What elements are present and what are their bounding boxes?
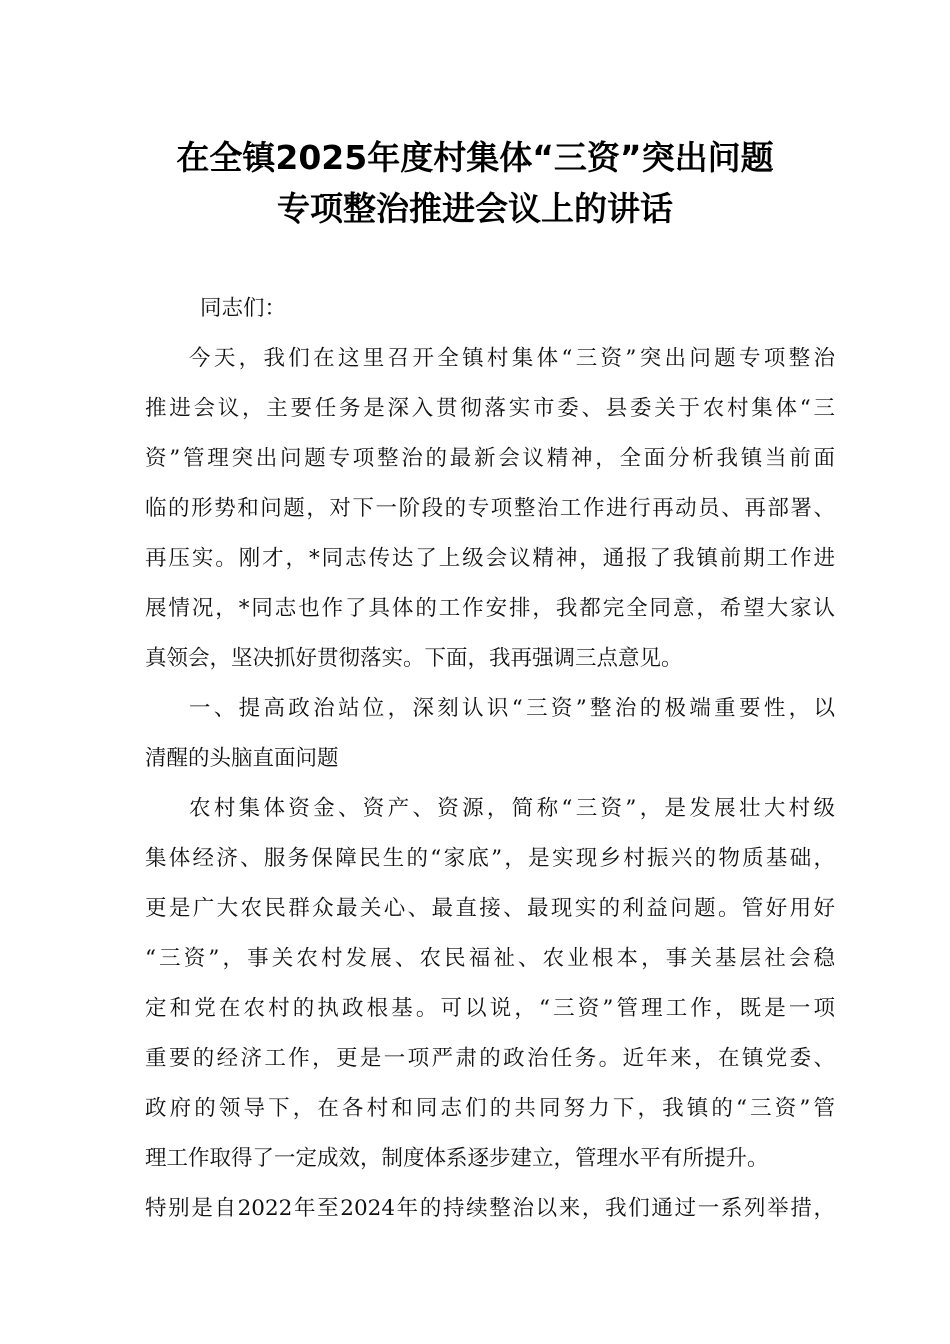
body-text-line: 政府的领导下，在各村和同志们的共同努力下，我镇的“三资”管 bbox=[145, 1096, 835, 1121]
body-text-line: 展情况，*同志也作了具体的工作安排，我都完全同意，希望大家认 bbox=[145, 596, 835, 621]
salutation: 同志们： bbox=[200, 296, 287, 321]
document-title-line-2: 专项整治推进会议上的讲话 bbox=[277, 189, 673, 228]
body-text-line: 更是广大农民群众最关心、最直接、最现实的利益问题。管好用好 bbox=[145, 896, 835, 921]
body-text-line: 理工作取得了一定成效，制度体系逐步建立，管理水平有所提升。 bbox=[145, 1146, 769, 1171]
body-text-line: 集体经济、服务保障民生的“家底”，是实现乡村振兴的物质基础， bbox=[145, 846, 835, 871]
body-text-line: 定和党在农村的执政根基。可以说，“三资”管理工作，既是一项 bbox=[145, 996, 835, 1021]
body-text-line: 再压实。刚才，*同志传达了上级会议精神，通报了我镇前期工作进 bbox=[145, 546, 835, 571]
body-text-line: 今天，我们在这里召开全镇村集体“三资”突出问题专项整治 bbox=[189, 346, 835, 371]
body-text-line: 真领会，坚决抓好贯彻落实。下面，我再强调三点意见。 bbox=[145, 646, 683, 671]
body-text-line: 清醒的头脑直面问题 bbox=[145, 746, 339, 771]
body-text-line: 资”管理突出问题专项整治的最新会议精神，全面分析我镇当前面 bbox=[145, 446, 835, 471]
body-text-line: “三资”，事关农村发展、农民福祉、农业根本，事关基层社会稳 bbox=[145, 946, 835, 971]
body-text-line: 特别是自2022年至2024年的持续整治以来，我们通过一系列举措， bbox=[145, 1196, 835, 1221]
body-text-line: 农村集体资金、资产、资源，简称“三资”，是发展壮大村级 bbox=[189, 796, 835, 821]
document-title-line-1: 在全镇2025年度村集体“三资”突出问题 bbox=[176, 138, 774, 177]
body-text-line: 一、提高政治站位，深刻认识“三资”整治的极端重要性，以 bbox=[189, 696, 835, 721]
body-text-line: 重要的经济工作，更是一项严肃的政治任务。近年来，在镇党委、 bbox=[145, 1046, 835, 1071]
body-text-line: 临的形势和问题，对下一阶段的专项整治工作进行再动员、再部署、 bbox=[145, 496, 835, 521]
body-lines bbox=[145, 334, 835, 1234]
document-body bbox=[145, 284, 835, 1234]
body-text-line: 推进会议，主要任务是深入贯彻落实市委、县委关于农村集体“三 bbox=[145, 396, 835, 421]
